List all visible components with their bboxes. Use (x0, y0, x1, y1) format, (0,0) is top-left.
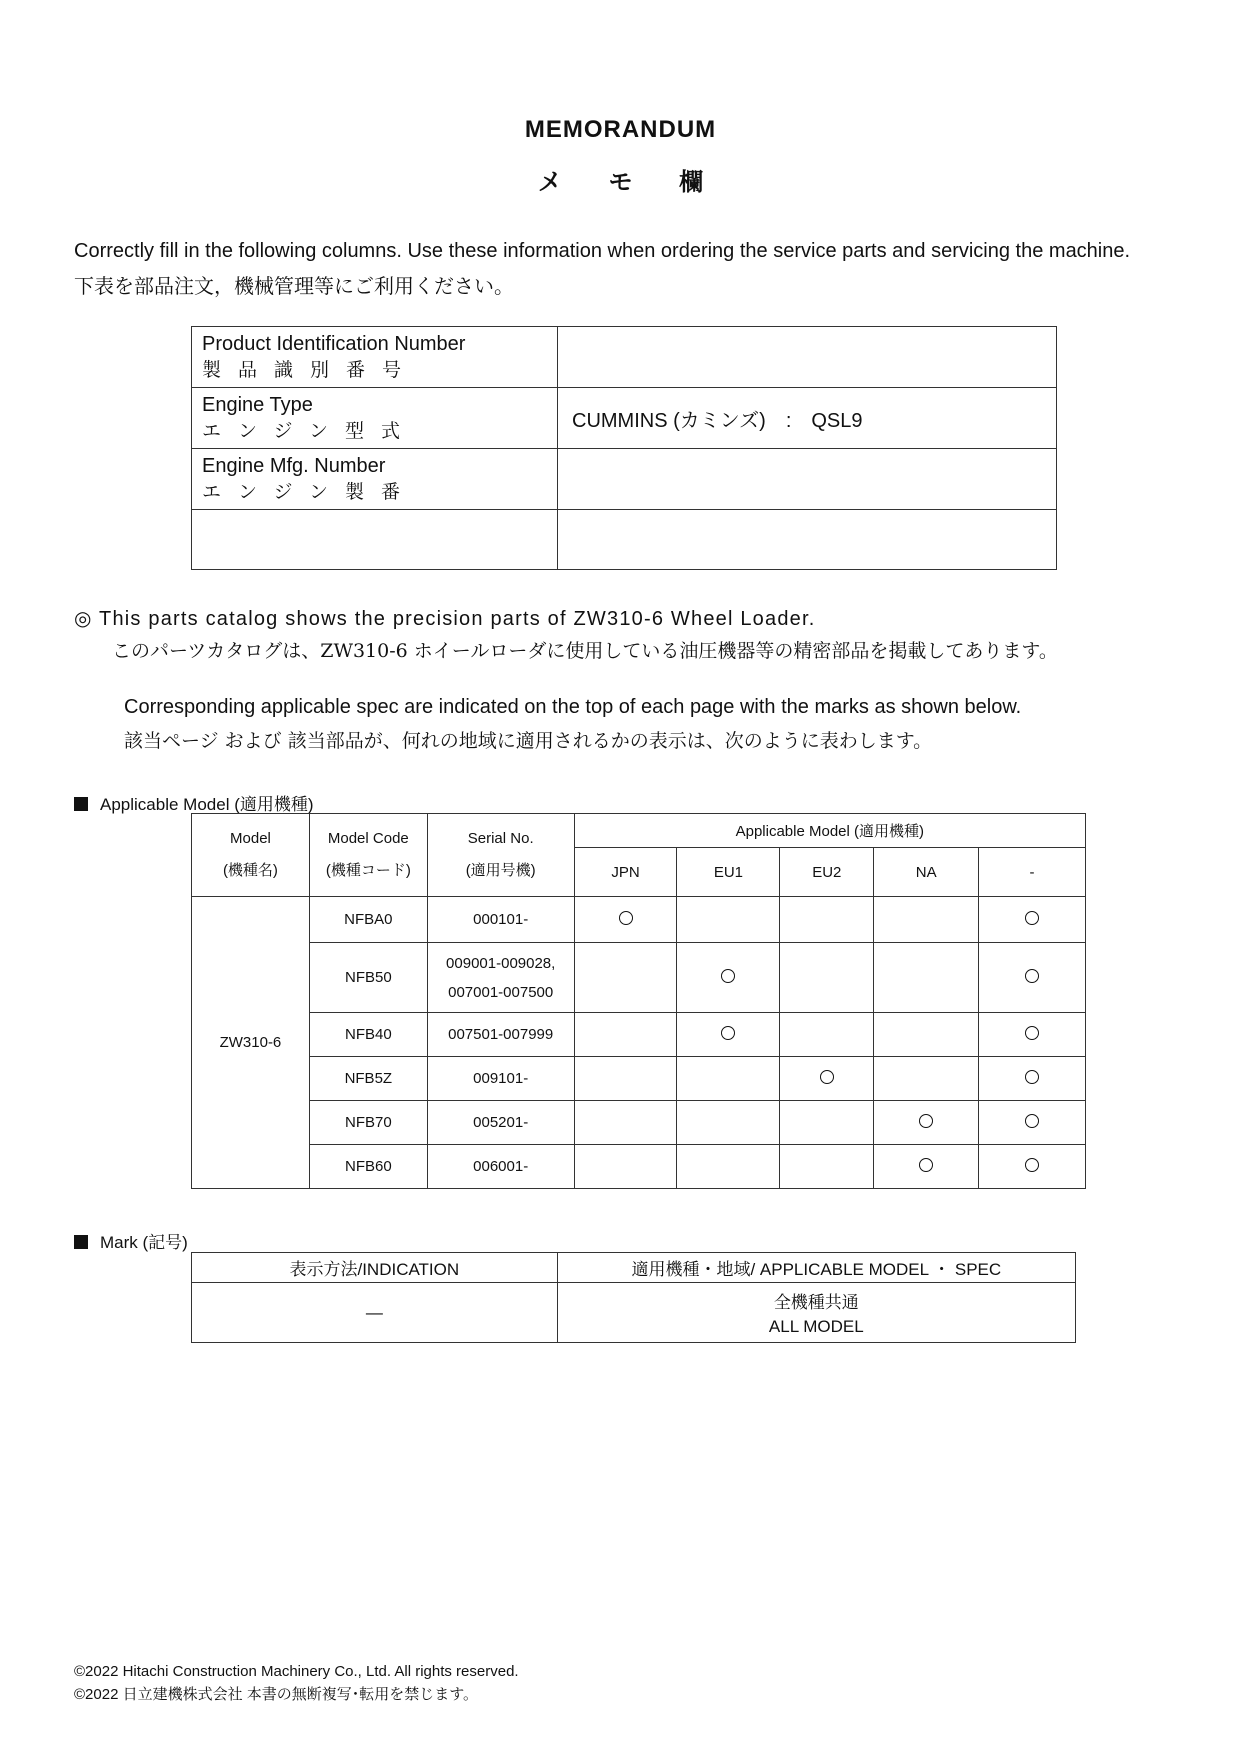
label-jp: エンジン型式 (202, 420, 418, 442)
serial-cell (427, 897, 574, 943)
table-row (192, 1145, 1086, 1189)
serial-cell (427, 1101, 574, 1145)
region-mark-cell (677, 897, 780, 943)
section-title: Applicable Model (適用機種) (100, 795, 314, 814)
serial-cell (427, 1013, 574, 1057)
label-en: Engine Mfg. Number (202, 455, 386, 477)
applicable-model-heading (74, 790, 314, 815)
table-header-row (192, 1253, 1076, 1283)
serial-text: 000101- (473, 911, 529, 928)
region-mark-cell (677, 1101, 780, 1145)
region-mark-cell (979, 1101, 1086, 1145)
circle-mark-icon (1025, 1026, 1039, 1040)
model-code-cell: NFB70 (309, 1101, 427, 1145)
region-mark-cell (780, 1145, 874, 1189)
table-row (192, 327, 1057, 388)
circle-mark-icon (919, 1158, 933, 1172)
region-mark-cell (574, 1145, 677, 1189)
serial-cell (427, 1145, 574, 1189)
label-en: Engine Type (202, 394, 313, 416)
memo-info-table (191, 326, 1057, 570)
serial-text: 009101- (473, 1070, 529, 1087)
model-rows (192, 897, 1086, 1189)
header-serial (427, 814, 574, 897)
intro-text: Correctly fill in the following columns. Use these information when ordering the service parts and servicing the machine. (74, 240, 1131, 262)
intro-text-jp: 下表を部品注文，機械管理等にご利用ください。 (74, 274, 514, 298)
region-mark-cell (874, 1101, 979, 1145)
circle-mark-icon (1025, 1114, 1039, 1128)
header-text: Serial No. (467, 830, 534, 847)
table-row (192, 897, 1086, 943)
header-text: Model (230, 830, 271, 847)
region-mark-cell (780, 897, 874, 943)
applicable-model-table (191, 813, 1086, 1189)
table-row (192, 1283, 1076, 1343)
applicable-all-en: ALL MODEL (768, 1317, 864, 1336)
region-mark-cell (677, 1013, 780, 1057)
header-model (192, 814, 310, 897)
blank-field[interactable] (558, 510, 1057, 570)
header-text-jp: (機種名) (222, 862, 278, 879)
region-mark-cell (979, 897, 1086, 943)
header-indication: 表示方法/INDICATION (192, 1253, 558, 1283)
table-row (192, 1013, 1086, 1057)
header-text-jp: (適用号機) (465, 862, 536, 879)
table-row (192, 1101, 1086, 1145)
header-region: - (979, 848, 1086, 897)
copyright-jp: ©2022 日立建機株式会社 本書の無断複写･転用を禁じます。 (74, 1686, 479, 1703)
engine-type-label (192, 388, 558, 449)
blank-label[interactable] (192, 510, 558, 570)
circle-mark-icon (919, 1114, 933, 1128)
catalog-note: ◎ This parts catalog shows the precision parts of ZW310-6 Wheel Loader. (74, 608, 816, 630)
region-mark-cell (677, 1145, 780, 1189)
square-bullet-icon (74, 797, 88, 811)
model-code-cell: NFBA0 (309, 897, 427, 943)
page-title: MEMORANDUM (524, 116, 717, 143)
engine-type-value: CUMMINS (カミンズ) : QSL9 (558, 388, 1057, 449)
model-code-cell: NFB50 (309, 943, 427, 1013)
model-code-cell: NFB40 (309, 1013, 427, 1057)
region-mark-cell (979, 943, 1086, 1013)
header-applicable-spec: 適用機種・地域/ APPLICABLE MODEL ・ SPEC (557, 1253, 1075, 1283)
model-code-cell: NFB60 (309, 1145, 427, 1189)
header-region: NA (874, 848, 979, 897)
product-id-field[interactable] (558, 327, 1057, 388)
region-mark-cell (574, 1013, 677, 1057)
region-mark-cell (979, 1057, 1086, 1101)
region-mark-cell (677, 1057, 780, 1101)
applicable-all-jp: 全機種共通 (773, 1293, 859, 1312)
table-row (192, 510, 1057, 570)
table-row (192, 388, 1057, 449)
indication-mark: ― (192, 1283, 558, 1343)
page-title-jp: メ モ 欄 (537, 169, 704, 196)
table-row (192, 943, 1086, 1013)
region-mark-cell (574, 1101, 677, 1145)
circle-mark-icon (721, 1026, 735, 1040)
serial-cell (427, 943, 574, 1013)
circle-mark-icon (619, 911, 633, 925)
serial-text: 007501-007999 (448, 1026, 554, 1043)
header-text: Model Code (327, 830, 409, 847)
region-mark-cell (677, 943, 780, 1013)
copyright-en: ©2022 Hitachi Construction Machinery Co., Ltd. All rights reserved. (74, 1663, 519, 1680)
serial-text: 007001-007500 (448, 983, 554, 1001)
mark-heading (74, 1228, 188, 1253)
region-mark-cell (874, 943, 979, 1013)
table-header-row (192, 814, 1086, 848)
region-mark-cell (780, 1057, 874, 1101)
region-mark-cell (874, 1145, 979, 1189)
label-jp: 製品識別番号 (202, 359, 419, 381)
table-row (192, 1057, 1086, 1101)
header-model-code (309, 814, 427, 897)
circle-mark-icon (721, 969, 735, 983)
circle-mark-icon (1025, 911, 1039, 925)
section-title: Mark (記号) (100, 1233, 188, 1252)
header-region: EU1 (677, 848, 780, 897)
engine-mfg-label (192, 449, 558, 510)
region-mark-cell (874, 897, 979, 943)
region-mark-cell (780, 1101, 874, 1145)
label-en: Product Identification Number (202, 333, 466, 355)
header-region: JPN (574, 848, 677, 897)
applicable-all (557, 1283, 1075, 1343)
model-code-cell: NFB5Z (309, 1057, 427, 1101)
header-text-jp: (機種コード) (325, 862, 411, 879)
square-bullet-icon (74, 1235, 88, 1249)
catalog-note-jp: このパーツカタログは、ZW310-6 ホイールローダに使用している油圧機器等の精密部品を掲載してあります。 (112, 640, 1058, 662)
table-row (192, 449, 1057, 510)
circle-mark-icon (1025, 969, 1039, 983)
region-mark-cell (874, 1013, 979, 1057)
region-mark-cell (574, 943, 677, 1013)
region-mark-cell (874, 1057, 979, 1101)
region-mark-cell (780, 1013, 874, 1057)
region-mark-cell (979, 1145, 1086, 1189)
region-mark-cell (574, 1057, 677, 1101)
header-region: EU2 (780, 848, 874, 897)
header-applicable: Applicable Model (適用機種) (574, 814, 1085, 848)
serial-text: 006001- (473, 1158, 529, 1175)
circle-mark-icon (1025, 1158, 1039, 1172)
spec-note-jp: 該当ページ および 該当部品が、何れの地域に適用されるかの表示は、次のように表わします。 (124, 730, 933, 752)
serial-cell (427, 1057, 574, 1101)
region-mark-cell (574, 897, 677, 943)
circle-mark-icon (820, 1070, 834, 1084)
serial-text: 005201- (473, 1114, 529, 1131)
spec-note: Corresponding applicable spec are indicated on the top of each page with the marks as shown below. (124, 696, 1022, 718)
serial-text: 009001-009028, (446, 954, 556, 972)
mark-table (191, 1252, 1076, 1343)
product-id-label (192, 327, 558, 388)
engine-mfg-field[interactable] (558, 449, 1057, 510)
circle-mark-icon (1025, 1070, 1039, 1084)
label-jp: エンジン製番 (202, 481, 418, 503)
model-name-cell: ZW310-6 (192, 897, 310, 1189)
region-mark-cell (780, 943, 874, 1013)
region-mark-cell (979, 1013, 1086, 1057)
